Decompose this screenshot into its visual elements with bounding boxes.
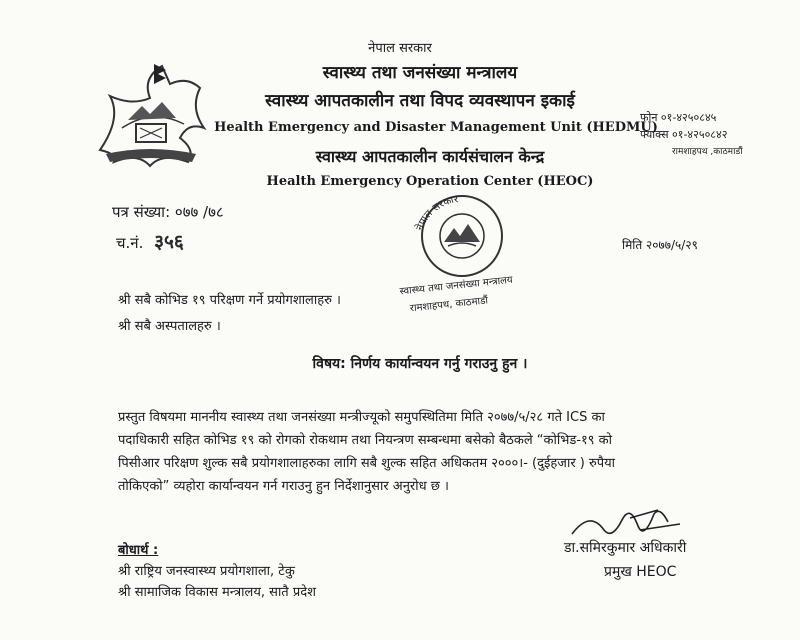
letterhead-line-ministry: स्वास्थ्य तथा जनसंख्या मन्त्रालय: [322, 63, 518, 83]
recipient-line-hospitals: श्री सबै अस्पतालहरु ।: [118, 319, 221, 334]
body-line: पदाधिकारी सहित कोभिड १९ को रोगको रोकथाम तथा नियन्त्रण सम्बन्धमा बसेको बैठकले “कोभिड-१९ को: [118, 433, 613, 448]
letterhead-line-unit-nepali: स्वास्थ्य आपतकालीन तथा विपद व्यवस्थापन इकाई: [265, 91, 575, 111]
body-paragraph: [118, 406, 730, 498]
letterhead-line-center-nepali: स्वास्थ्य आपतकालीन कार्यसंचालन केन्द्र: [315, 147, 545, 166]
signatory-name: डा.समिरकुमार अधिकारी: [564, 540, 687, 556]
seal-top-text: नेपाल सरकार: [414, 194, 459, 233]
cc-heading: बोधार्थ :: [118, 543, 159, 558]
contact-fax: फ्याक्स ०१-४२५०८४२: [640, 128, 728, 141]
office-seal-stamp: [392, 186, 532, 321]
letter-number: पत्र संख्या: ०७७ /७८: [112, 203, 224, 221]
dispatch-number: [116, 228, 184, 254]
letterhead-line-government: नेपाल सरकार: [368, 41, 432, 56]
body-line: पिसीआर परिक्षण शुल्क सबै प्रयोगशालाहरुका लागि सबै शुल्क सहित अधिकतम २०००।- (दुईहजार ) रुपैया: [118, 456, 616, 471]
signatory-title: प्रमुख HEOC: [604, 564, 677, 580]
body-line: प्रस्तुत विषयमा माननीय स्वास्थ्य तथा जनसंख्या मन्त्रीज्यूको समुपस्थितिमा मिति २०७७/५/२८ गते ICS का: [118, 410, 605, 425]
letter-date: मिति २०७७/५/२९: [622, 238, 698, 252]
letterhead-line-unit-english: Health Emergency and Disaster Management Unit (HEDMU): [214, 120, 658, 135]
body-line: तोकिएको” व्यहोरा कार्यान्वयन गर्न गराउनु हुन निर्देशानुसार अनुरोध छ ।: [118, 479, 449, 494]
contact-phone: फोन ०१-४२५०८४५: [640, 111, 717, 124]
dispatch-value: ३५६: [154, 231, 184, 253]
cc-item: श्री राष्ट्रिय जनस्वास्थ्य प्रयोगशाला, टेकु: [118, 564, 295, 579]
seal-bottom-text: रामशाहपथ, काठमाडौं: [409, 295, 489, 315]
subject-line: विषय: निर्णय कार्यान्वयन गर्नु गराउनु हुन ।: [312, 356, 528, 372]
letterhead-line-center-english: Health Emergency Operation Center (HEOC): [266, 174, 594, 189]
cc-item: श्री सामाजिक विकास मन्त्रालय, सातै प्रदेश: [118, 585, 316, 600]
contact-address: रामशाहपथ ,काठमाडौं: [672, 147, 743, 157]
seal-middle-text: स्वास्थ्य तथा जनसंख्या मन्त्रालय: [399, 274, 514, 298]
dispatch-label: च.नं.: [116, 234, 144, 252]
recipient-line-labs: श्री सबै कोभिड १९ परिक्षण गर्ने प्रयोगशालाहरु ।: [118, 293, 341, 308]
